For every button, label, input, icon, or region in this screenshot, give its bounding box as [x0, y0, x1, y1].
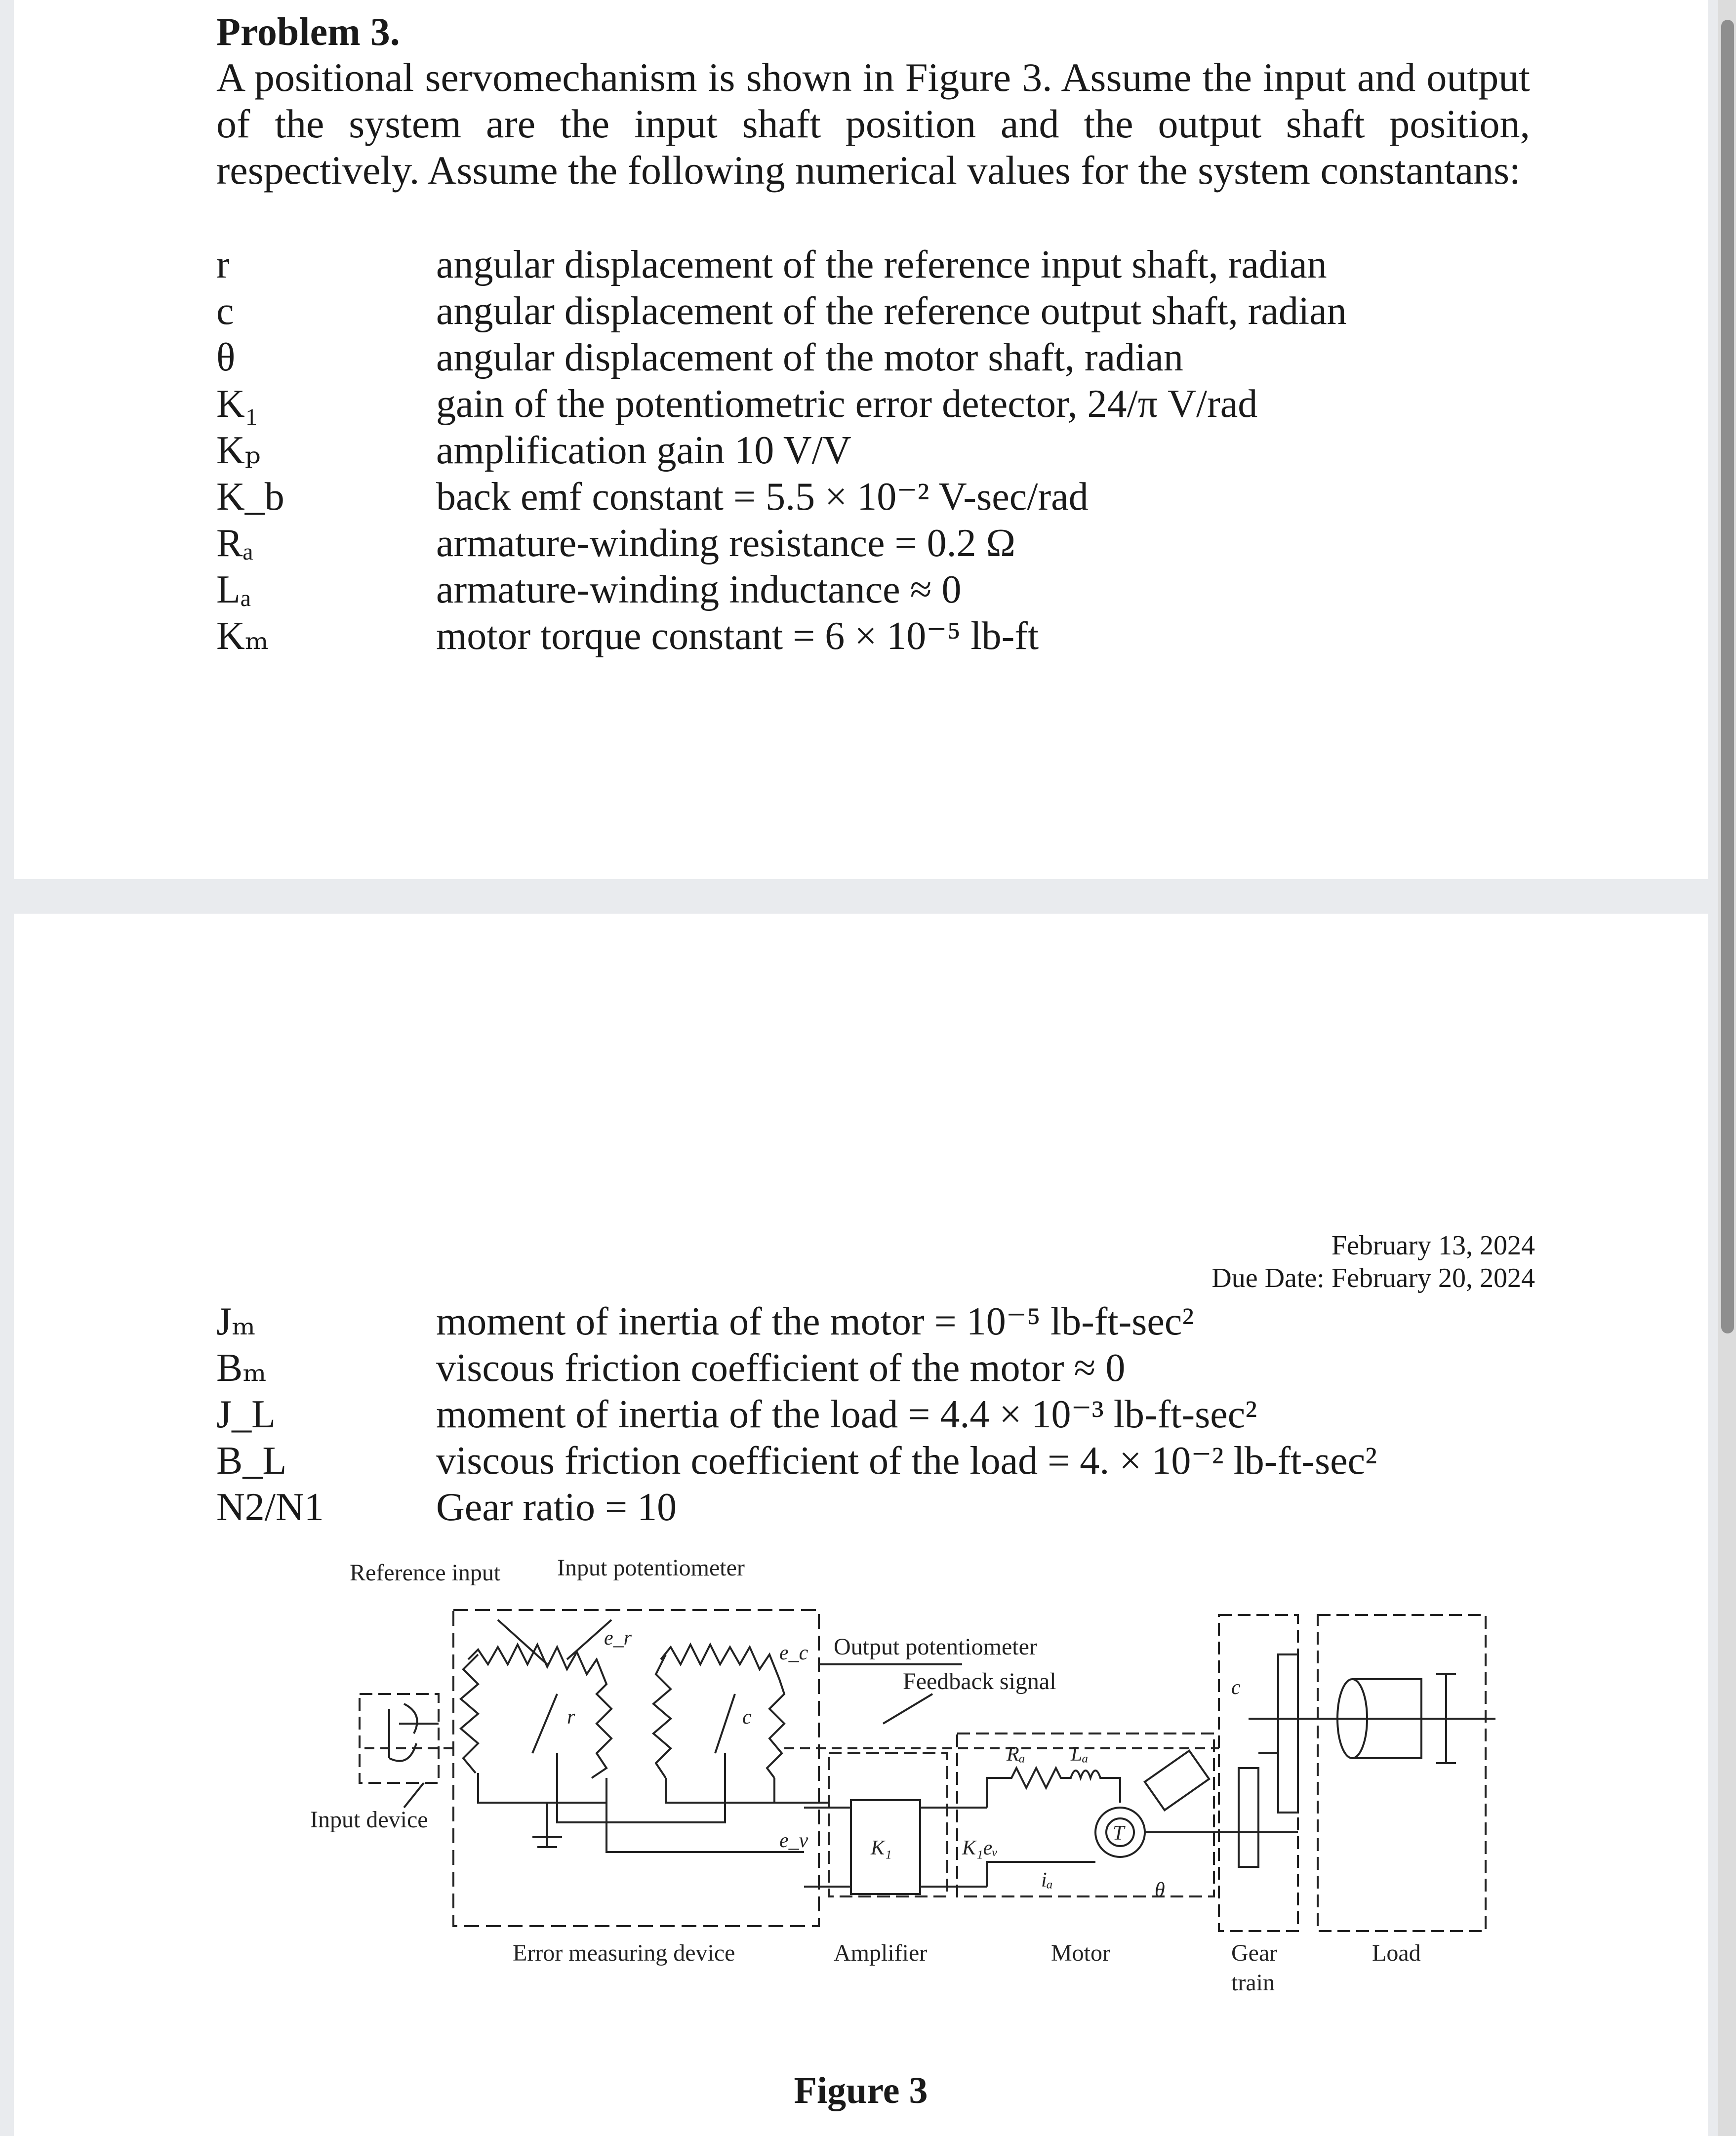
problem-intro: A positional servomechanism is shown in Figure 3. Assume the input and output of the system are the input shaft position and the output shaft position, respectively. Assume the following numerical values for the system constantans:: [216, 55, 1530, 193]
definition-symbol: K₁: [216, 382, 259, 426]
due-date: Due Date: February 20, 2024: [1211, 1263, 1535, 1293]
definition-text: Gear ratio = 10: [436, 1486, 677, 1529]
definition-symbol: Bₘ: [216, 1346, 267, 1390]
definition-symbol: c: [216, 289, 234, 333]
label-ra: Rₐ: [1007, 1743, 1025, 1766]
output-potentiometer-coil-left: [653, 1654, 671, 1778]
amplifier-wiring: [804, 1808, 987, 1887]
label-c-output: c: [1231, 1676, 1241, 1699]
potentiometer-wipers: [532, 1694, 735, 1753]
label-reference-input: Reference input: [350, 1560, 501, 1586]
error-circuit-wiring: [478, 1753, 829, 1852]
label-er: e_r: [604, 1627, 632, 1650]
error-measuring-device-box: [453, 1610, 819, 1926]
label-la: Lₐ: [1071, 1743, 1089, 1766]
definition-symbol: B_L: [216, 1439, 287, 1483]
definition-text: amplification gain 10 V/V: [436, 429, 851, 472]
label-feedback-signal: Feedback signal: [903, 1668, 1056, 1694]
output-shaft: [1249, 1719, 1495, 1753]
label-train: train: [1231, 1970, 1275, 1996]
label-c: c: [742, 1706, 752, 1729]
label-k1: K₁: [871, 1837, 892, 1859]
definition-symbol: r: [216, 243, 230, 286]
label-amplifier: Amplifier: [834, 1940, 928, 1966]
input-potentiometer-coil: [468, 1645, 611, 1778]
definition-text: moment of inertia of the motor = 10⁻⁵ lb-ft-sec²: [436, 1300, 1194, 1343]
scrollbar-thumb[interactable]: [1721, 20, 1734, 1333]
label-k1ev: K₁eᵥ: [962, 1837, 999, 1859]
document-page-1: [14, 0, 1708, 879]
definition-text: back emf constant = 5.5 × 10⁻² V-sec/rad: [436, 475, 1089, 519]
definition-symbol: θ: [216, 336, 236, 379]
definition-symbol: Rₐ: [216, 522, 254, 565]
figure-caption: Figure 3: [794, 2070, 928, 2111]
definition-text: gain of the potentiometric error detector, 24/π V/rad: [436, 382, 1258, 426]
input-device-shape: [389, 1704, 439, 1761]
amplifier-box: [829, 1753, 947, 1896]
definition-text: armature-winding resistance = 0.2 Ω: [436, 522, 1016, 565]
definition-symbol: Kₚ: [216, 429, 261, 472]
label-output-potentiometer: Output potentiometer: [834, 1634, 1037, 1660]
large-gear: [1278, 1654, 1298, 1813]
label-r: r: [567, 1706, 575, 1729]
definition-symbol: Lₐ: [216, 568, 251, 611]
definition-symbol: N2/N1: [216, 1486, 324, 1529]
input-device-box: [360, 1694, 439, 1783]
label-ia: iₐ: [1041, 1869, 1053, 1892]
input-potentiometer-coil-left: [461, 1654, 478, 1773]
field-coil: [1145, 1751, 1209, 1810]
label-error-measuring-device: Error measuring device: [513, 1940, 735, 1966]
definition-text: angular displacement of the reference input shaft, radian: [436, 243, 1327, 286]
label-t: T: [1113, 1822, 1125, 1845]
motor-armature-rl: [987, 1768, 1120, 1808]
document-page-2: [14, 914, 1708, 2136]
definition-text: angular displacement of the reference output shaft, radian: [436, 289, 1347, 333]
label-motor: Motor: [1051, 1940, 1110, 1966]
label-theta: θ: [1155, 1879, 1165, 1901]
vertical-scrollbar[interactable]: [1718, 0, 1736, 2136]
load-box: [1318, 1615, 1486, 1931]
definition-symbol: Jₘ: [216, 1300, 256, 1343]
label-ec: e_c: [779, 1642, 808, 1664]
label-load: Load: [1372, 1940, 1421, 1966]
definition-text: armature-winding inductance ≈ 0: [436, 568, 962, 611]
definition-text: moment of inertia of the load = 4.4 × 10⁻³ lb-ft-sec²: [436, 1393, 1257, 1436]
problem-title: Problem 3.: [216, 10, 400, 54]
small-gear: [1239, 1768, 1258, 1867]
definition-text: viscous friction coefficient of the motor ≈ 0: [436, 1346, 1126, 1390]
label-input-potentiometer: Input potentiometer: [557, 1555, 745, 1581]
label-gear: Gear: [1231, 1940, 1278, 1966]
label-ev: e_v: [779, 1829, 808, 1852]
servomechanism-diagram: [290, 1546, 1495, 2040]
issue-date: February 13, 2024: [1331, 1230, 1535, 1261]
output-potentiometer-coil: [661, 1645, 784, 1778]
definition-symbol: K_b: [216, 475, 284, 519]
definition-symbol: J_L: [216, 1393, 276, 1436]
definition-text: viscous friction coefficient of the load = 4. × 10⁻² lb-ft-sec²: [436, 1439, 1377, 1483]
definition-text: motor torque constant = 6 × 10⁻⁵ lb-ft: [436, 614, 1039, 658]
definition-text: angular displacement of the motor shaft, radian: [436, 336, 1183, 379]
label-input-device: Input device: [310, 1807, 428, 1833]
definition-symbol: Kₘ: [216, 614, 269, 658]
